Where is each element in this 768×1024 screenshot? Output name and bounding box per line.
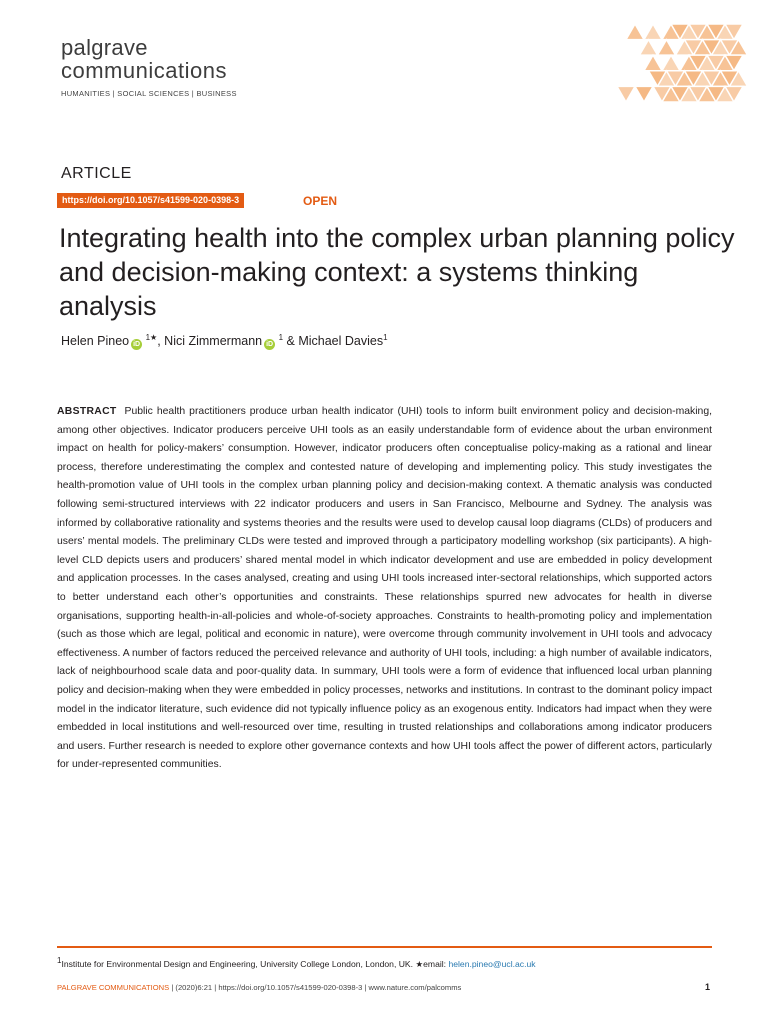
author-affiliation: 1★ [145,333,158,342]
author-separator: & [283,334,299,349]
pattern-triangle [662,55,680,71]
affiliation-footnote [57,956,536,970]
author-name[interactable]: Helen Pineo [61,334,130,349]
author-name[interactable]: Nici Zimmermann [164,334,263,349]
footnote-text: Institute for Environmental Design and Engineering, University College London, London, UK. ★email: [61,958,449,969]
doi-link[interactable]: https://doi.org/10.1057/s41599-020-0398-3 [57,193,244,208]
orcid-icon[interactable]: iD [266,341,274,349]
article-type-label: ARTICLE [61,165,132,182]
email-link[interactable]: helen.pineo@ucl.ac.uk [448,958,536,969]
orcid-icon[interactable]: iD [133,341,141,349]
author-affiliation: 1 [383,333,388,342]
journal-name-line1: palgrave [61,35,148,60]
pattern-triangle [635,86,653,102]
page-number: 1 [705,982,711,992]
footnote-divider [57,946,712,948]
pattern-triangle [658,40,676,56]
author-separator: , [157,334,165,349]
pattern-triangle [640,40,658,56]
footnote-number: 1 [57,956,62,965]
journal-subtitle: HUMANITIES | SOCIAL SCIENCES | BUSINESS [61,89,237,98]
footer-journal-name: PALGRAVE COMMUNICATIONS [57,983,170,992]
article-title: Integrating health into the complex urban planning policy and decision-making context: a systems thinking analysis [59,223,735,321]
pattern-triangle [644,24,662,40]
decorative-pattern [548,22,768,104]
author-affiliation: 1 [278,333,284,342]
pattern-triangle [626,24,644,40]
pattern-triangle [617,86,635,102]
abstract-label: ABSTRACT [57,406,117,417]
journal-name-line2: communications [61,58,227,83]
abstract [57,403,712,775]
pattern-triangle [644,55,662,71]
footer-citation: | (2020)6:21 | https://doi.org/10.1057/s41599-020-0398-3 | www.nature.com/palcomms [169,983,462,992]
journal-logo [61,36,237,98]
author-name[interactable]: Michael Davies [298,334,384,349]
open-access-badge: OPEN [303,194,338,208]
page-footer [57,983,461,992]
abstract-text: Public health practitioners produce urban health indicator (UHI) tools to inform built environment policy and decision-making, among other objectives. Indicator producers perceive UHI tools as an easily understandable form of evidence about the urban environment impact on health for policy-makers’ consumption. However, indicator producers often conceptualise policy-making as a rational and linear process, therefore underestimating the complex and contested nature of developing and implementing policy. This study investigates the health-promotion value of UHI tools in the complex urban planning policy and decision-making context. A thematic analysis was conducted following semi-structured interviews with 22 indicator producers and users in San Francisco, Melbourne and Sydney. The analysis was informed by collaborative rationality and systems theories and the results were used to develop causal loop diagrams (CLDs) of producers and users’ mental models. The preliminary CLDs were tested and improved through a participatory modelling workshop (six participants). A high-level CLD depicts users and producers’ shared mental model in which indicator development and use are embedded in policy development and application processes. In the cases analysed, creating and using UHI tools increased inter-sectoral relationships, which supported actors to better understand each other’s opportunities and constraints. These relationships spurred new advocates for health in diverse organisations, supporting health-in-all-policies and whole-of-society approaches. Constraints to health-promoting policy and implementation (such as those which are legal, political and economic in nature), were overcome through community involvement in UHI tools and advocacy effectiveness. A number of factors reduced the perceived relevance and authority of UHI tools, including: a high number of available indicators, lack of neighbourhood scale data and poor-quality data. In summary, UHI tools were a form of evidence that influenced local urban planning policy and decision-making when they were embedded in policy processes, networks and institutions. In contrast to the dominant policy impact model in the indicator literature, such evidence did not typically influence policy as an exogenous entity. Indicators had impact when they were embedded in local institutions and well-resourced over time, resulting in trusted relationships and collaborations among indicator producers and users. Further research is needed to explore other governance contexts and how UHI tools affect the power of different actors, particularly for under-represented communities. [57,406,712,771]
author-list [61,333,388,350]
